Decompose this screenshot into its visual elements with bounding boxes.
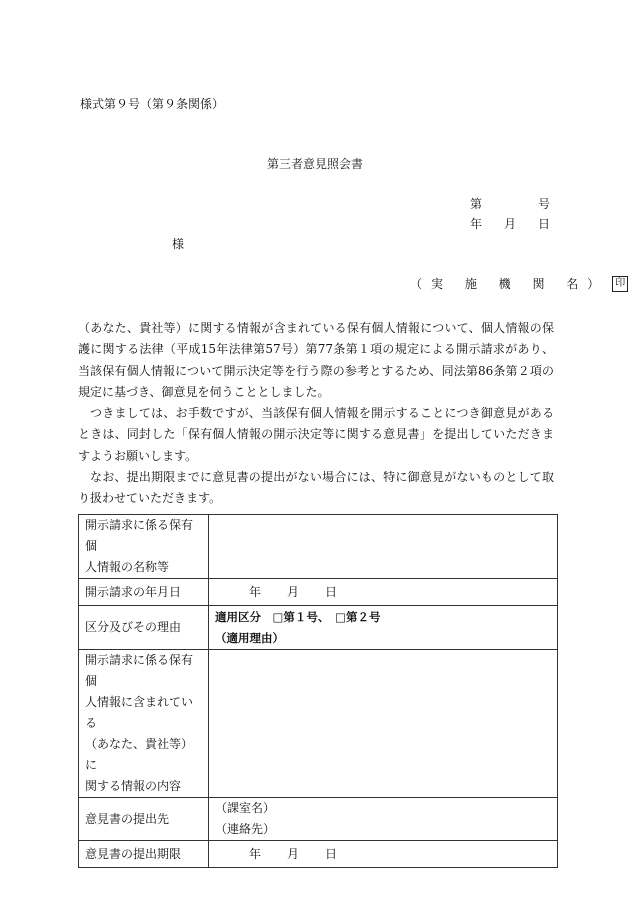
request-year: 年 <box>249 584 262 599</box>
form-table <box>78 514 558 868</box>
request-month: 月 <box>287 584 300 599</box>
row-value-request-date[interactable] <box>209 579 558 606</box>
table-row <box>79 841 558 868</box>
table-row <box>79 606 558 650</box>
row-value-submit-to[interactable] <box>209 798 558 841</box>
document-number <box>470 198 550 210</box>
doc-number-suffix: 号 <box>537 197 550 211</box>
body-text <box>78 318 554 510</box>
table-row <box>79 798 558 841</box>
paragraph-3: なお、提出期限までに意見書の提出がない場合には、特に御意見がないものとして取り扱わせていただきます。 <box>78 470 554 506</box>
submit-contact: （連絡先） <box>215 822 276 836</box>
doc-number-label: 第 <box>470 197 483 211</box>
form-number: 様式第９号（第９条関係） <box>80 97 225 111</box>
row-label-info-content: 開示請求に係る保有個 人情報に含まれている （あなた、貴社等）に 関する情報の内容 <box>79 650 209 798</box>
category-options: 適用区分 □第１号、 □第２号 <box>215 609 381 624</box>
seal-stamp: 印 <box>612 276 628 292</box>
row-value-category[interactable] <box>209 606 558 650</box>
submit-section: （課室名） <box>215 801 276 815</box>
date-year: 年 <box>470 217 483 231</box>
category-reason: （適用理由） <box>215 630 284 645</box>
row-label-deadline: 意見書の提出期限 <box>79 841 209 868</box>
row-label-info-name: 開示請求に係る保有個 人情報の名称等 <box>79 515 209 579</box>
addressee-suffix: 様 <box>172 237 185 251</box>
deadline-day: 日 <box>325 846 338 861</box>
table-row <box>79 515 558 579</box>
request-day: 日 <box>325 584 338 599</box>
date-day: 日 <box>537 217 550 231</box>
document-date <box>470 218 550 230</box>
date-month: 月 <box>503 217 516 231</box>
document-title: 第三者意見照会書 <box>266 157 363 171</box>
table-row <box>79 579 558 606</box>
row-value-info-content[interactable] <box>209 650 558 798</box>
row-value-info-name[interactable] <box>209 515 558 579</box>
paragraph-1: （あなた、貴社等）に関する情報が含まれている保有個人情報について、個人情報の保護に関する法律（平成15年法律第57号）第77条第１項の規定による開示請求があり、当該保有個人情報について開示決定等を行う際の参考とするため、同法第86条第２項の規定に基づき、御意見を伺うこととしました。 <box>78 321 554 399</box>
row-value-deadline[interactable] <box>209 841 558 868</box>
row-label-submit-to: 意見書の提出先 <box>79 798 209 841</box>
deadline-month: 月 <box>287 846 300 861</box>
table-row <box>79 650 558 798</box>
paragraph-2: つきましては、お手数ですが、当該保有個人情報を開示することにつき御意見があるときは、同封した「保有個人情報の開示決定等に関する意見書」を提出していただきますようお願いします。 <box>78 406 554 463</box>
row-label-request-date: 開示請求の年月日 <box>79 579 209 606</box>
agency-signature <box>410 276 628 292</box>
deadline-year: 年 <box>249 846 262 861</box>
agency-label: （実 施 機 関 名） <box>410 277 609 291</box>
row-label-category: 区分及びその理由 <box>79 606 209 650</box>
